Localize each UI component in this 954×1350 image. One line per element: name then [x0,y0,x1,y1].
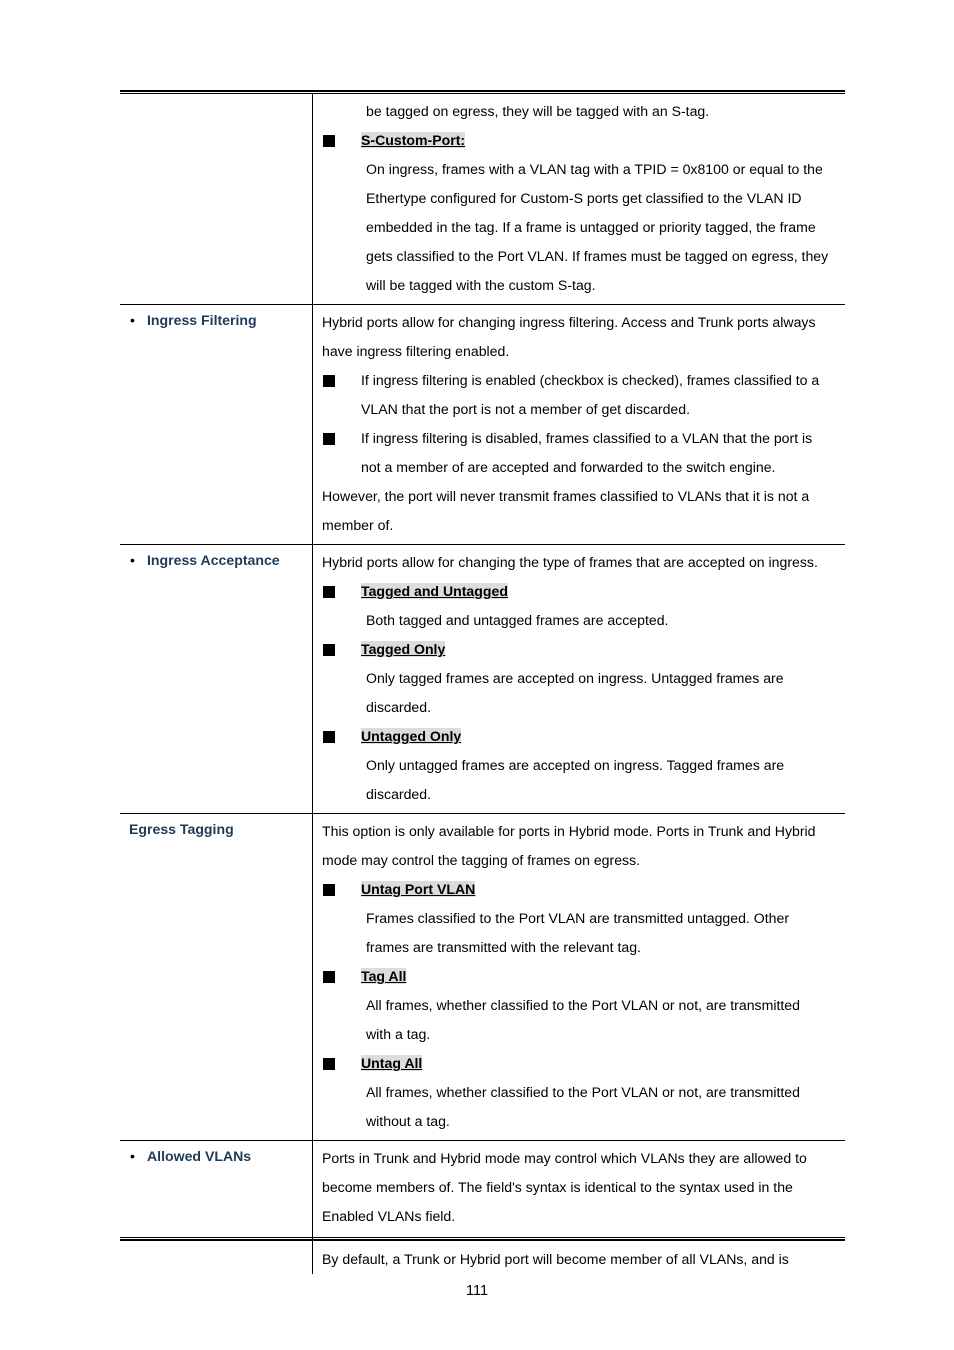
text-line: embedded in the tag. If a frame is untagged or priority tagged, the frame [366,219,816,235]
square-bullet-icon [323,644,335,656]
square-bullet-icon [323,1058,335,1070]
parameter-label: Ingress Acceptance [147,552,280,568]
text-line: with a tag. [366,1026,431,1042]
parameter-name [129,311,312,330]
parameter-label: Egress Tagging [129,821,234,837]
parameter-cell [120,545,313,813]
text-line: will be tagged with the custom S-tag. [366,277,596,293]
bullet-item [322,635,839,664]
option-heading: Untagged Only [361,728,462,744]
bullet-item [322,875,839,904]
option-heading: Untag Port VLAN [361,881,476,897]
text-line: By default, a Trunk or Hybrid port will become member of all VLANs, and is [322,1251,789,1267]
description-cell [313,545,845,813]
parameter-cell [120,94,313,304]
parameter-cell [120,1141,313,1274]
text-line: discarded. [366,699,432,715]
text-line: Hybrid ports allow for changing ingress filtering. Access and Trunk ports always [322,314,816,330]
parameter-cell [120,814,313,1140]
parameter-name [129,1147,312,1166]
text-line: If ingress filtering is disabled, frames classified to a VLAN that the port is [361,430,813,446]
square-bullet-icon [323,971,335,983]
table-row [120,305,845,545]
text-line: without a tag. [366,1113,450,1129]
text-line: discarded. [366,786,432,802]
text-line: have ingress filtering enabled. [322,343,510,359]
text-line: become members of. The field's syntax is identical to the syntax used in the [322,1179,793,1195]
description-cell [313,305,845,544]
bullet-item [322,577,839,606]
page-number: 111 [465,1283,489,1299]
bullet-item [322,366,839,424]
text-line: Hybrid ports allow for changing the type of frames that are accepted on ingress. [322,554,818,570]
option-heading: Tag All [361,968,407,984]
square-bullet-icon [323,586,335,598]
square-bullet-icon [323,433,335,445]
text-line: not a member of are accepted and forwarded to the switch engine. [361,459,776,475]
text-line: On ingress, frames with a VLAN tag with a TPID = 0x8100 or equal to the [366,161,823,177]
parameter-name [129,551,312,570]
bullet-item [322,1049,839,1078]
bullet-item [322,722,839,751]
option-heading: S-Custom-Port: [361,132,466,148]
table-row [120,94,845,305]
text-line: All frames, whether classified to the Port VLAN or not, are transmitted [366,997,800,1013]
parameter-label: Ingress Filtering [147,312,257,328]
description-cell [313,1141,845,1274]
text-line: Ports in Trunk and Hybrid mode may control which VLANs they are allowed to [322,1150,807,1166]
text-line: Enabled VLANs field. [322,1208,456,1224]
bullet-item [322,962,839,991]
text-line: Frames classified to the Port VLAN are transmitted untagged. Other [366,910,790,926]
text-line: If ingress filtering is enabled (checkbox is checked), frames classified to a [361,372,820,388]
text-line: frames are transmitted with the relevant tag. [366,939,641,955]
text-line: Ethertype configured for Custom-S ports get classified to the VLAN ID [366,190,802,206]
description-cell [313,814,845,1140]
text-line: All frames, whether classified to the Port VLAN or not, are transmitted [366,1084,800,1100]
table-bottom-rule [120,1237,845,1241]
text-line: member of. [322,517,394,533]
parameter-cell [120,305,313,544]
parameter-label: Allowed VLANs [147,1148,252,1164]
table-row [120,814,845,1141]
bullet-item [322,424,839,482]
option-heading: Untag All [361,1055,423,1071]
parameter-table [120,94,845,1274]
parameter-name [129,820,312,839]
text-line: be tagged on egress, they will be tagged with an S-tag. [366,103,710,119]
dot-bullet-icon: • [130,312,135,328]
text-line: This option is only available for ports in Hybrid mode. Ports in Trunk and Hybrid [322,823,816,839]
text-line: mode may control the tagging of frames on egress. [322,852,641,868]
text-line: gets classified to the Port VLAN. If frames must be tagged on egress, they [366,248,829,264]
table-row [120,545,845,814]
square-bullet-icon [323,135,335,147]
bullet-item [322,126,839,155]
text-line: Only untagged frames are accepted on ingress. Tagged frames are [366,757,785,773]
table-row [120,1141,845,1274]
text-line: VLAN that the port is not a member of get discarded. [361,401,691,417]
square-bullet-icon [323,375,335,387]
option-heading: Tagged and Untagged [361,583,508,599]
text-line: Only tagged frames are accepted on ingress. Untagged frames are [366,670,784,686]
dot-bullet-icon: • [130,552,135,568]
square-bullet-icon [323,884,335,896]
option-heading: Tagged Only [361,641,446,657]
square-bullet-icon [323,731,335,743]
text-line: However, the port will never transmit frames classified to VLANs that it is not a [322,488,810,504]
text-line: Both tagged and untagged frames are accepted. [366,612,669,628]
dot-bullet-icon: • [130,1148,135,1164]
description-cell [313,94,845,304]
